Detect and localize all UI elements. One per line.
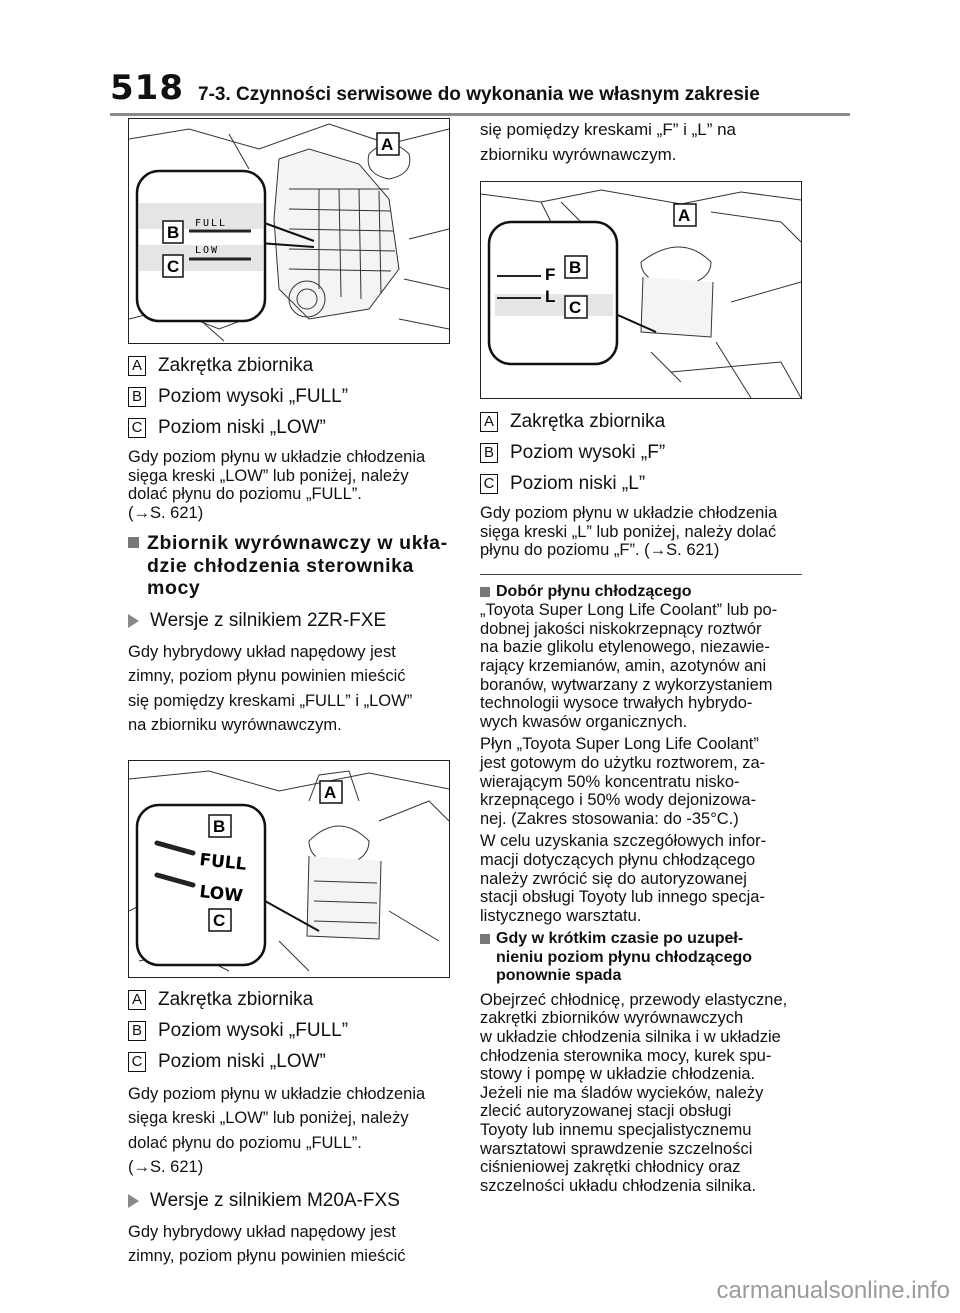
legend-item-c: C Poziom niski „LOW”	[128, 417, 450, 439]
legend-item-c: C Poziom niski „L”	[480, 473, 802, 495]
legend-item-a: A Zakrętka zbiornika	[128, 989, 450, 1011]
watermark: carmanualsonline.info	[716, 1277, 950, 1304]
label-a	[674, 204, 696, 226]
section-title: 7-3. Czynności serwisowe do wykonania we własnym zakresie	[198, 84, 760, 105]
engine-illustration-2	[129, 761, 449, 977]
variant-2zr: Wersje z silnikiem 2ZR-FXE	[128, 610, 450, 632]
heading-coolant-selection: Dobór płynu chłodzącego	[480, 583, 802, 602]
legend-item-b: B Poziom wysoki „F”	[480, 442, 802, 464]
bullet-square-icon	[128, 537, 139, 548]
figure-reservoir-2zr	[128, 760, 450, 978]
figure-reservoir-main	[128, 118, 450, 344]
coolant-p2: Płyn „Toyota Super Long Life Coolant” jest gotowym do użytku roztworem, za- wierającym 50% koncentratu nisko- krzepnącego i 50% wody dejonizowa- nej. (Zakres stosowania: do -35°C.)	[480, 735, 766, 828]
low-mark: LOW	[198, 881, 244, 907]
svg-text:B: B	[569, 258, 582, 277]
triangle-bullet-icon	[128, 614, 139, 628]
legend-figure-3	[480, 411, 802, 495]
legend-item-b: B Poziom wysoki „FULL”	[128, 386, 450, 408]
heading-coolant-drop: Gdy w krótkim czasie po uzupeł- nieniu poziom płynu chłodzącego ponownie spada	[480, 930, 802, 986]
body-m20a-continued: się pomiędzy kreskami „F” i „L” na zbiorniku wyrównawczym.	[480, 120, 737, 164]
note-refill-3: Gdy poziom płynu w układzie chłodzenia sięga kreski „L” lub poniżej, należy dolać płynu do poziomu „F”. (→S. 621)	[480, 504, 778, 560]
drop-p1: Obejrzeć chłodnicę, przewody elastyczne, zakrętki zbiorników wyrównawczych w układzie chłodzenia silnika i w układzie chłodzenia sterownika mocy, kurek spu- stowy i pompę w układzie chłodzenia. Jeżeli nie ma śladów wycieków, należy zlecić autoryzowanej stacji obsługi Toyoty lub innemu specjalistycznemu warsztatowi sprawdzenie szczelności ciśnieniowej zakrętki chłodnicy oraz szczelności układu chłodzenia silnika.	[480, 990, 788, 1195]
full-mark: FULL	[195, 218, 228, 229]
right-column	[480, 118, 802, 1195]
legend-figure-2	[128, 989, 450, 1073]
label-b	[565, 256, 587, 278]
bullet-square-icon	[480, 587, 490, 597]
label-b	[209, 815, 231, 837]
legend-figure-1	[128, 355, 450, 439]
svg-text:A: A	[381, 135, 394, 154]
heading-inverter-reservoir: Zbiornik wyrównawczy w ukła- dzie chłodzenia sterownika mocy	[128, 532, 450, 600]
label-a	[320, 781, 342, 803]
figure-reservoir-m20a	[480, 181, 802, 399]
zoom-callout	[137, 805, 265, 965]
note-refill-1: Gdy poziom płynu w układzie chłodzenia sięga kreski „LOW” lub poniżej, należy dolać płynu do poziomu „FULL”. (→S. 621)	[128, 448, 426, 522]
full-mark: FULL	[198, 849, 248, 875]
legend-item-a: A Zakrętka zbiornika	[128, 355, 450, 377]
legend-item-b: B Poziom wysoki „FULL”	[128, 1020, 450, 1042]
svg-text:A: A	[324, 782, 337, 802]
variant-m20a: Wersje z silnikiem M20A-FXS	[128, 1190, 450, 1212]
label-c	[163, 255, 183, 277]
f-mark: F	[545, 265, 556, 284]
left-column	[128, 118, 450, 1269]
svg-text:C: C	[167, 257, 180, 276]
svg-text:B: B	[213, 816, 226, 836]
low-mark: LOW	[195, 245, 220, 256]
svg-text:A: A	[678, 206, 691, 225]
header-rule	[110, 113, 850, 116]
label-c	[565, 296, 587, 318]
legend-item-c: C Poziom niski „LOW”	[128, 1051, 450, 1073]
zoom-callout	[489, 222, 617, 364]
label-b	[163, 221, 183, 243]
zoom-callout	[137, 171, 265, 321]
label-a	[377, 133, 399, 155]
triangle-bullet-icon	[128, 1194, 139, 1208]
body-2zr: Gdy hybrydowy układ napędowy jest zimny, poziom płynu powinien mieścić się pomiędzy kreskami „FULL” i „LOW” na zbiorniku wyrównawczym.	[128, 642, 413, 735]
label-c	[209, 909, 231, 931]
svg-text:C: C	[213, 910, 226, 930]
coolant-p1: „Toyota Super Long Life Coolant” lub po- dobnej jakości niskokrzepnący roztwór na bazie glikolu etylenowego, niezawie- rający krzemianów, amin, azotynów ani boranów, wytwarzany z wykorzystaniem technologii wysoce trwałych hybrydo- wych kwasów organicznych.	[480, 601, 778, 731]
engine-illustration-1	[129, 119, 449, 343]
note-refill-2: Gdy poziom płynu w układzie chłodzenia sięga kreski „LOW” lub poniżej, należy dolać płynu do poziomu „FULL”. (→S. 621)	[128, 1084, 426, 1177]
page-header	[0, 0, 960, 115]
l-mark: L	[545, 287, 556, 306]
engine-illustration-3	[481, 182, 801, 398]
legend-item-a: A Zakrętka zbiornika	[480, 411, 802, 433]
bullet-square-icon	[480, 934, 490, 944]
coolant-p3: W celu uzyskania szczegółowych infor- macji dotyczących płynu chłodzącego należy zwrócić się do autoryzowanej stacji obsługi Toyoty lub innego specja- listycznego warsztatu.	[480, 832, 767, 925]
section-divider	[480, 574, 802, 575]
svg-text:B: B	[167, 223, 180, 242]
body-m20a: Gdy hybrydowy układ napędowy jest zimny, poziom płynu powinien mieścić	[128, 1222, 406, 1266]
svg-text:C: C	[569, 298, 582, 317]
page-number: 518	[110, 68, 184, 108]
